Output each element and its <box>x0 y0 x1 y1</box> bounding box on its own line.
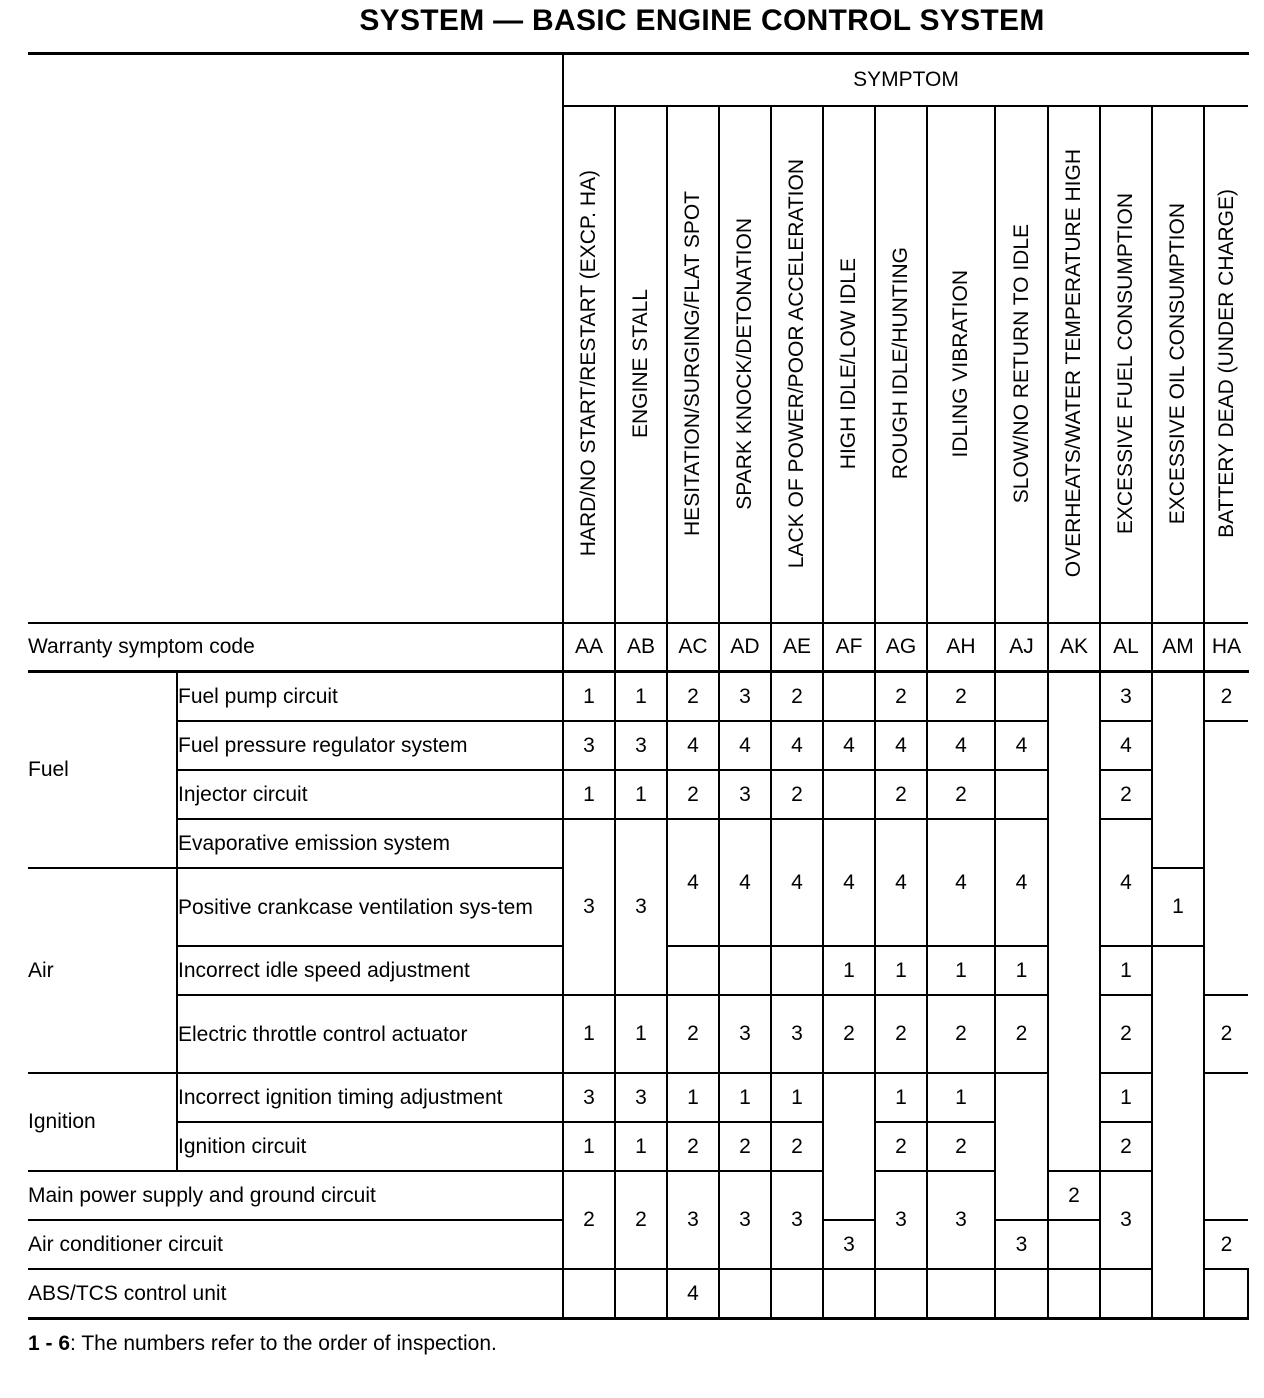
table-cell <box>667 946 719 995</box>
table-cell: 2 <box>927 1122 995 1171</box>
table-cell: 1 <box>615 995 667 1073</box>
table-cell: 2 <box>1048 1171 1100 1220</box>
table-cell <box>995 1269 1048 1319</box>
table-cell: 3 <box>995 1220 1048 1269</box>
symptom-code: AL <box>1100 623 1152 672</box>
symptom-name: SPARK KNOCK/DETONATION <box>733 217 756 510</box>
table-cell <box>615 1269 667 1319</box>
table-cell: 3 <box>667 1171 719 1269</box>
table-cell <box>1048 1220 1100 1269</box>
table-cell: 2 <box>667 672 719 722</box>
symptom-name: HARD/NO START/RESTART (EXCP. HA) <box>577 170 600 557</box>
table-cell <box>823 672 875 722</box>
table-cell <box>875 1269 927 1319</box>
symptom-code: AB <box>615 623 667 672</box>
page-title: SYSTEM — BASIC ENGINE CONTROL SYSTEM <box>359 4 1045 37</box>
footnote-text: : The numbers refer to the order of inspection. <box>70 1332 497 1355</box>
table-cell <box>823 1073 875 1220</box>
item-ignition-timing-adjustment: Incorrect ignition timing adjustment <box>177 1073 563 1122</box>
table-cell <box>1204 721 1248 995</box>
table-cell: 4 <box>719 721 771 770</box>
table-cell: 4 <box>995 721 1048 770</box>
table-cell: 4 <box>667 721 719 770</box>
table-cell: 1 <box>1100 946 1152 995</box>
table-cell: 1 <box>823 946 875 995</box>
table-cell: 3 <box>615 819 667 995</box>
table-cell: 2 <box>615 1171 667 1269</box>
symptom-name: LACK OF POWER/POOR ACCELERATION <box>785 158 808 569</box>
item-fuel-pump-circuit: Fuel pump circuit <box>177 672 563 722</box>
table-cell <box>995 770 1048 819</box>
table-cell <box>719 1269 771 1319</box>
table-cell: 4 <box>1100 721 1152 770</box>
symptom-name: HIGH IDLE/LOW IDLE <box>837 257 860 470</box>
table-cell: 4 <box>927 721 995 770</box>
table-cell: 2 <box>1100 1122 1152 1171</box>
table-cell: 4 <box>995 819 1048 946</box>
symptom-name: OVERHEATS/WATER TEMPERATURE HIGH <box>1062 149 1085 578</box>
table-cell <box>1204 1073 1248 1220</box>
table-cell: 2 <box>875 672 927 722</box>
table-cell <box>1048 1269 1100 1319</box>
table-cell: 2 <box>1100 770 1152 819</box>
item-idle-speed-adjustment: Incorrect idle speed adjustment <box>177 946 563 995</box>
table-cell: 2 <box>927 995 995 1073</box>
table-cell: 2 <box>1204 672 1248 722</box>
category-ignition: Ignition <box>28 1073 177 1171</box>
table-cell: 1 <box>615 770 667 819</box>
table-cell: 4 <box>667 1269 719 1319</box>
footnote-range: 1 - 6 <box>28 1332 71 1355</box>
table-cell: 4 <box>875 721 927 770</box>
table-cell: 3 <box>563 721 615 770</box>
table-cell: 2 <box>719 1122 771 1171</box>
table-cell: 1 <box>667 1073 719 1122</box>
table-cell: 2 <box>771 1122 823 1171</box>
table-cell: 3 <box>563 819 615 995</box>
table-cell: 2 <box>667 770 719 819</box>
table-cell: 1 <box>927 1073 995 1122</box>
table-cell: 1 <box>927 946 995 995</box>
table-cell: 1 <box>615 1122 667 1171</box>
table-cell: 3 <box>719 770 771 819</box>
symptom-code: AM <box>1152 623 1204 672</box>
table-cell: 1 <box>563 770 615 819</box>
symptom-matrix-table <box>28 52 1249 1320</box>
table-cell: 3 <box>1100 1171 1152 1269</box>
warranty-code-label: Warranty symptom code <box>28 623 563 672</box>
symptom-name: ENGINE STALL <box>629 289 652 438</box>
symptom-code: AK <box>1048 623 1100 672</box>
table-cell: 3 <box>615 721 667 770</box>
symptom-code: AG <box>875 623 927 672</box>
table-cell <box>771 1269 823 1319</box>
table-cell: 1 <box>615 672 667 722</box>
table-cell: 4 <box>667 819 719 946</box>
table-cell <box>1204 1269 1248 1319</box>
table-cell: 1 <box>719 1073 771 1122</box>
symptom-name: BATTERY DEAD (UNDER CHARGE) <box>1214 189 1238 538</box>
header-blank-cell <box>28 54 563 624</box>
item-evaporative-emission: Evaporative emission system <box>177 819 563 868</box>
table-cell: 2 <box>875 1122 927 1171</box>
symptom-code: AA <box>563 623 615 672</box>
table-cell: 4 <box>823 721 875 770</box>
table-cell <box>1248 1269 1249 1319</box>
table-cell: 1 <box>1100 1073 1152 1122</box>
symptom-name: EXCESSIVE OIL CONSUMPTION <box>1166 202 1189 525</box>
table-cell: 3 <box>719 672 771 722</box>
table-cell: 3 <box>771 995 823 1073</box>
item-injector-circuit: Injector circuit <box>177 770 563 819</box>
table-cell: 2 <box>771 770 823 819</box>
table-cell: 1 <box>1152 868 1204 946</box>
symptom-code: HA <box>1204 623 1248 672</box>
table-cell: 3 <box>771 1171 823 1269</box>
item-fuel-pressure-regulator: Fuel pressure regulator system <box>177 721 563 770</box>
table-cell: 2 <box>1204 995 1248 1073</box>
table-cell <box>1152 946 1204 1319</box>
table-cell <box>771 946 823 995</box>
symptom-code: AH <box>927 623 995 672</box>
table-cell <box>1048 672 1100 1172</box>
table-cell: 1 <box>995 946 1048 995</box>
item-electric-throttle-actuator: Electric throttle control actuator <box>177 995 563 1073</box>
table-cell: 2 <box>927 770 995 819</box>
table-cell: 1 <box>875 946 927 995</box>
table-cell: 2 <box>1100 995 1152 1073</box>
table-cell: 2 <box>995 995 1048 1073</box>
table-cell: 4 <box>1100 819 1152 946</box>
table-cell: 2 <box>563 1171 615 1269</box>
table-cell: 3 <box>615 1073 667 1122</box>
table-cell: 1 <box>563 672 615 722</box>
item-ignition-circuit: Ignition circuit <box>177 1122 563 1171</box>
table-cell: 1 <box>875 1073 927 1122</box>
item-air-conditioner-circuit: Air conditioner circuit <box>28 1220 563 1269</box>
item-abs-tcs-control-unit: ABS/TCS control unit <box>28 1269 563 1319</box>
item-main-power-supply: Main power supply and ground circuit <box>28 1171 563 1220</box>
table-cell <box>823 1269 875 1319</box>
table-cell: 2 <box>875 770 927 819</box>
table-cell: 2 <box>771 672 823 722</box>
symptom-name: SLOW/NO RETURN TO IDLE <box>1009 223 1033 504</box>
table-cell: 2 <box>875 995 927 1073</box>
symptom-code: AE <box>771 623 823 672</box>
category-fuel: Fuel <box>28 672 177 869</box>
table-cell: 4 <box>771 819 823 946</box>
category-air: Air <box>28 868 177 1073</box>
table-cell: 4 <box>771 721 823 770</box>
table-cell <box>1100 1269 1152 1319</box>
table-cell: 3 <box>563 1073 615 1122</box>
table-cell: 4 <box>875 819 927 946</box>
table-cell: 3 <box>719 995 771 1073</box>
symptom-code: AJ <box>995 623 1048 672</box>
symptom-code: AC <box>667 623 719 672</box>
symptom-code: AD <box>719 623 771 672</box>
table-cell: 3 <box>1100 672 1152 722</box>
table-cell: 2 <box>823 995 875 1073</box>
symptom-name: IDLING VIBRATION <box>949 269 972 458</box>
table-cell: 2 <box>667 1122 719 1171</box>
table-cell: 3 <box>823 1220 875 1269</box>
table-cell: 4 <box>719 819 771 946</box>
footnote <box>28 1332 497 1356</box>
table-cell <box>719 946 771 995</box>
table-cell <box>927 1269 995 1319</box>
table-cell <box>995 672 1048 722</box>
table-cell: 3 <box>719 1171 771 1269</box>
table-cell: 1 <box>771 1073 823 1122</box>
table-cell: 2 <box>667 995 719 1073</box>
table-cell <box>823 770 875 819</box>
symptom-name: ROUGH IDLE/HUNTING <box>889 247 912 480</box>
symptom-header: SYMPTOM <box>563 54 1248 107</box>
symptom-code: AF <box>823 623 875 672</box>
table-cell: 2 <box>927 672 995 722</box>
table-cell: 3 <box>927 1171 995 1269</box>
table-cell: 2 <box>1204 1220 1248 1269</box>
table-cell: 4 <box>823 819 875 946</box>
table-cell: 1 <box>563 995 615 1073</box>
table-cell: 4 <box>927 819 995 946</box>
item-pcv-system: Positive crankcase ventilation sys-tem <box>177 868 563 946</box>
table-cell <box>1152 672 1204 869</box>
table-cell <box>563 1269 615 1319</box>
table-cell: 3 <box>875 1171 927 1269</box>
table-cell: 1 <box>563 1122 615 1171</box>
symptom-name: EXCESSIVE FUEL CONSUMPTION <box>1114 192 1137 535</box>
table-cell <box>995 1073 1048 1220</box>
symptom-name: HESITATION/SURGING/FLAT SPOT <box>681 191 704 536</box>
